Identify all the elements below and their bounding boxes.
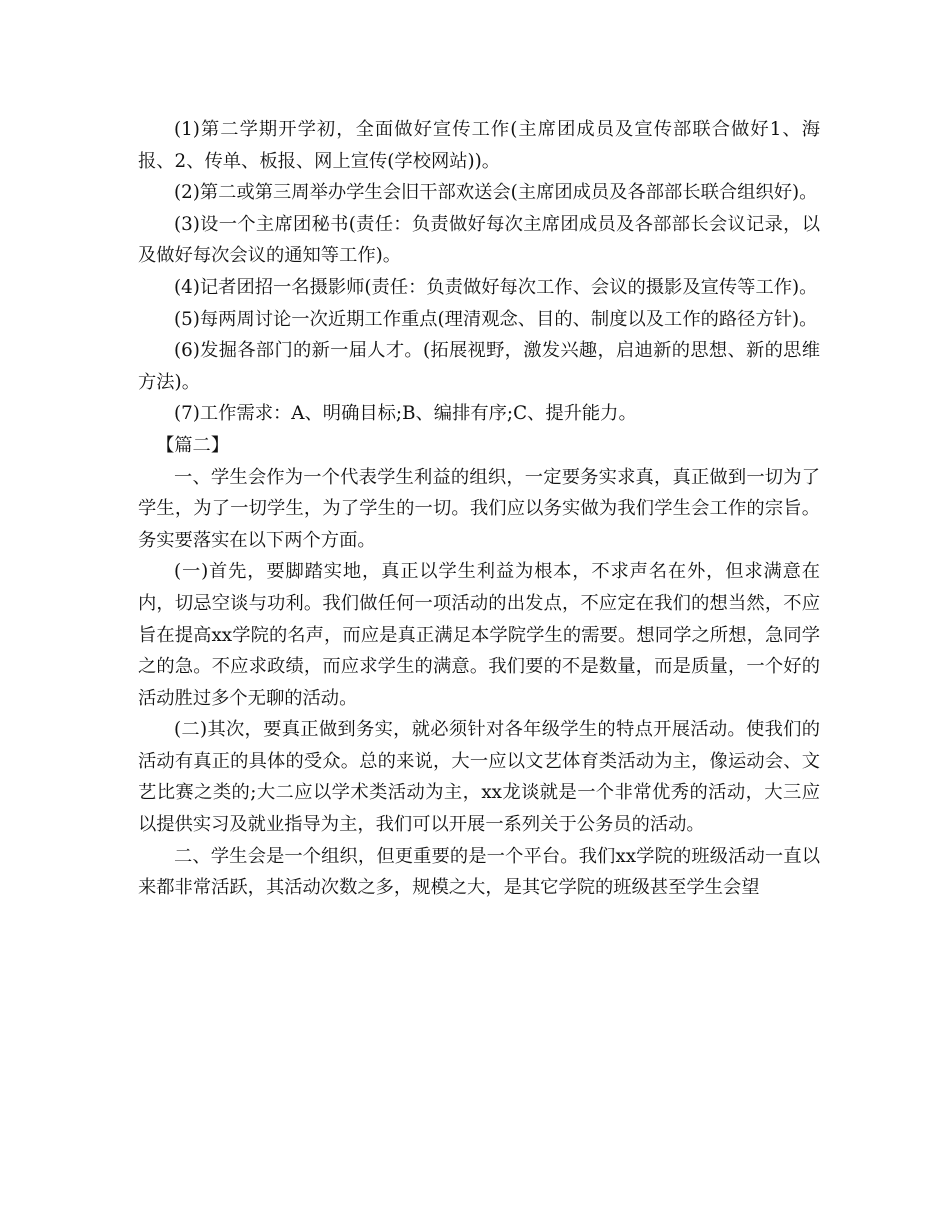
- paragraph-item-6: (6)发掘各部门的新一届人才。(拓展视野，激发兴趣，启迪新的思想、新的思维方法)。: [138, 340, 820, 393]
- paragraph-item-4: (4)记者团招一名摄影师(责任：负责做好每次工作、会议的摄影及宣传等工作)。: [174, 276, 818, 298]
- paragraph-body-2: (一)首先，要脚踏实地，真正以学生利益为根本，不求声名在外，但求满意在内，切忌空谈与功利。我们做任何一项活动的出发点，不应定在我们的想当然，不应旨在提高xx学院的名声，而应是真正满足本学院学生的需要。想同学之所想，急同学之的急。不应求政绩，而应求学生的满意。我们要的不是数量，而是质量，一个好的活动胜过多个无聊的活动。: [138, 561, 820, 709]
- section-heading: 【篇二】: [156, 434, 230, 456]
- paragraph-body-3: (二)其次，要真正做到务实，就必须针对各年级学生的特点开展活动。使我们的活动有真正的具体的受众。总的来说，大一应以文艺体育类活动为主，像运动会、文艺比赛之类的;大二应以学术类活动为主，xx龙谈就是一个非常优秀的活动，大三应以提供实习及就业指导为主，我们可以开展一系列关于公务员的活动。: [138, 719, 820, 836]
- paragraph-item-5: (5)每两周讨论一次近期工作重点(理清观念、目的、制度以及工作的路径方针)。: [174, 308, 818, 330]
- paragraph-item-2: (2)第二或第三周举办学生会旧干部欢送会(主席团成员及各部部长联合组织好)。: [174, 182, 818, 204]
- paragraph-item-7: (7)工作需求：A、明确目标;B、编排有序;C、提升能力。: [174, 403, 637, 425]
- paragraph-body-4: 二、学生会是一个组织，但更重要的是一个平台。我们xx学院的班级活动一直以来都非常活跃，其活动次数之多，规模之大，是其它学院的班级甚至学生会望: [138, 845, 820, 899]
- paragraph-item-1: (1)第二学期开学初，全面做好宣传工作(主席团成员及宣传部联合做好1、海报、2、传单、板报、网上宣传(学校网站))。: [138, 119, 820, 172]
- paragraph-item-3: (3)设一个主席团秘书(责任：负责做好每次主席团成员及各部部长会议记录，以及做好每次会议的通知等工作)。: [138, 213, 820, 267]
- paragraph-body-1: 一、学生会作为一个代表学生利益的组织，一定要务实求真，真正做到一切为了学生，为了一切学生，为了学生的一切。我们应以务实做为我们学生会工作的宗旨。务实要落实在以下两个方面。: [138, 466, 820, 551]
